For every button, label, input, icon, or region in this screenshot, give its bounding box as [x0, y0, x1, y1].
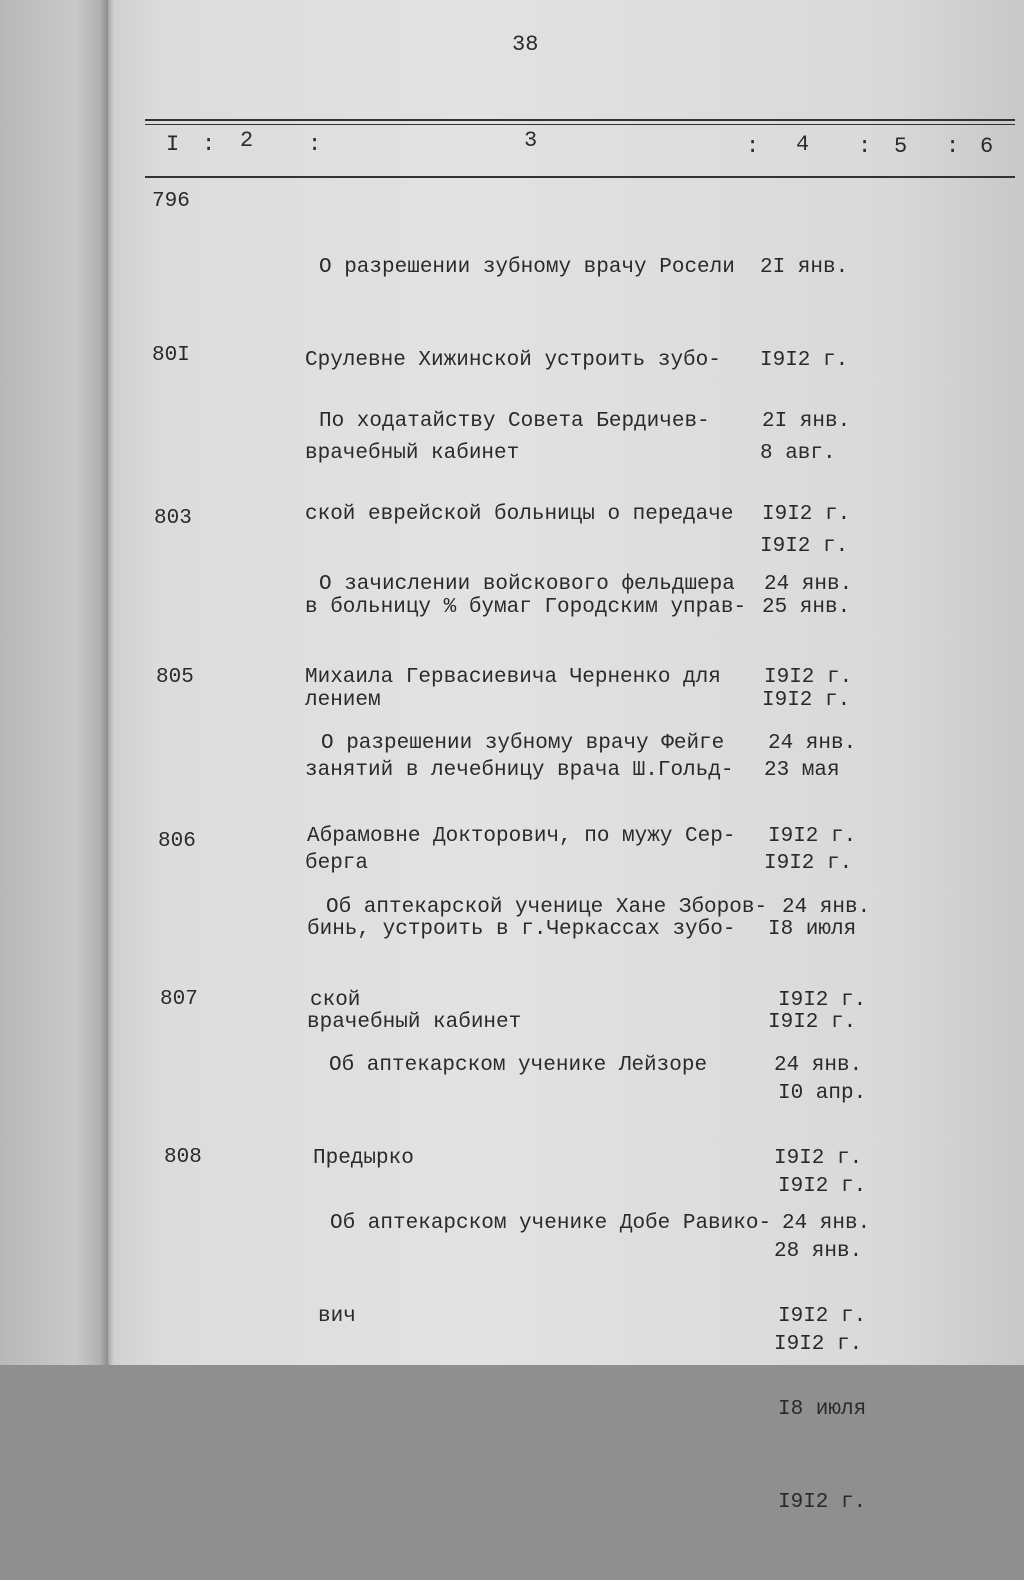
date-line: I9I2 г. [778, 1305, 867, 1328]
date-line: I8 июля [778, 1398, 867, 1421]
date-line: 24 янв. [768, 732, 857, 755]
column-separator: : [946, 134, 960, 159]
description-line: Об аптекарском ученике Добе Равико- [330, 1212, 772, 1235]
description-line: Михаила Гервасиевича Черненко для [305, 666, 721, 689]
description-line: Об аптекарской ученице Хане Зборов- [326, 896, 768, 919]
description-line: берга [305, 852, 369, 875]
entry-number: 803 [154, 507, 192, 530]
entry-number: 807 [160, 988, 198, 1011]
description-line: Абрамовне Докторович, по мужу Сер- [307, 825, 736, 848]
description-line: О зачислении войскового фельдшера [319, 573, 735, 596]
date-line: 24 янв. [764, 573, 853, 596]
date-line: 24 янв. [774, 1054, 863, 1077]
date-line: I9I2 г. [762, 689, 851, 712]
description-line: бинь, устроить в г.Черкассах зубо- [307, 918, 736, 941]
date-line: I9I2 г. [778, 1175, 867, 1198]
entry-number: 805 [156, 666, 194, 689]
entry-description [318, 1146, 788, 1394]
description-line: Срулевне Хижинской устроить зубо- [305, 349, 721, 372]
description-line: врачебный кабинет [307, 1011, 522, 1034]
date-line: I9I2 г. [778, 1491, 867, 1514]
entry-number: 806 [158, 830, 196, 853]
description-line: Об аптекарском ученике Лейзоре [329, 1054, 708, 1077]
description-line: О разрешении зубному врачу Росели [319, 256, 735, 279]
column-separator: : [858, 134, 872, 159]
date-line: I9I2 г. [768, 825, 857, 848]
date-line: I9I2 г. [768, 1011, 857, 1034]
facing-page-edge [0, 0, 108, 1365]
date-line: I9I2 г. [774, 1147, 863, 1170]
date-line: I9I2 г. [760, 535, 849, 558]
column-separator: : [308, 132, 322, 157]
column-header-5: 5 [894, 134, 908, 159]
date-line: I9I2 г. [778, 989, 867, 1012]
date-line: I8 июля [768, 918, 857, 941]
date-line: I0 апр. [778, 1082, 867, 1105]
description-line: ской [310, 989, 361, 1012]
date-line: 24 янв. [782, 896, 871, 919]
date-line: 28 янв. [774, 1240, 863, 1263]
description-line: Предырко [313, 1147, 414, 1170]
column-separator: : [202, 132, 216, 157]
date-line: 2I янв. [760, 256, 849, 279]
column-header-4: 4 [796, 132, 810, 157]
description-line: в больницу % бумаг Городским управ- [305, 596, 747, 619]
date-line: I9I2 г. [760, 349, 849, 372]
column-separator: : [746, 134, 760, 159]
description-line: лением [305, 689, 381, 712]
header-rule-top-inner [145, 124, 1015, 125]
description-line: вич [318, 1305, 356, 1328]
date-line: I9I2 г. [764, 852, 853, 875]
entry-number: 80I [152, 344, 190, 367]
date-line: I9I2 г. [774, 1333, 863, 1356]
description-line: ской еврейской больницы о передаче [305, 503, 734, 526]
entry-dates [778, 1146, 908, 1580]
column-header-3: 3 [524, 128, 538, 153]
column-header-6: 6 [980, 134, 994, 159]
header-rule-bottom [145, 176, 1015, 178]
column-header-1: I [166, 132, 180, 157]
binding-fold [100, 0, 114, 1365]
column-header-row [160, 128, 1010, 162]
header-rule-top [145, 119, 1015, 121]
date-line: 23 мая [764, 759, 840, 782]
entry-number: 796 [152, 190, 190, 213]
date-line: I9I2 г. [762, 503, 851, 526]
description-line: По ходатайству Совета Бердичев- [319, 410, 710, 433]
description-line: О разрешении зубному врачу Фейге [321, 732, 725, 755]
description-line: занятий в лечебницу врача Ш.Гольд- [305, 759, 734, 782]
date-line: 25 янв. [762, 596, 851, 619]
date-line: I9I2 г. [764, 666, 853, 689]
date-line: 2I янв. [762, 410, 851, 433]
date-line: 8 авг. [760, 442, 836, 465]
entry-number: 808 [164, 1146, 202, 1169]
date-line: 24 янв. [782, 1212, 871, 1235]
column-header-2: 2 [240, 128, 254, 153]
page-number: 38 [512, 32, 539, 57]
description-line: врачебный кабинет [305, 442, 520, 465]
